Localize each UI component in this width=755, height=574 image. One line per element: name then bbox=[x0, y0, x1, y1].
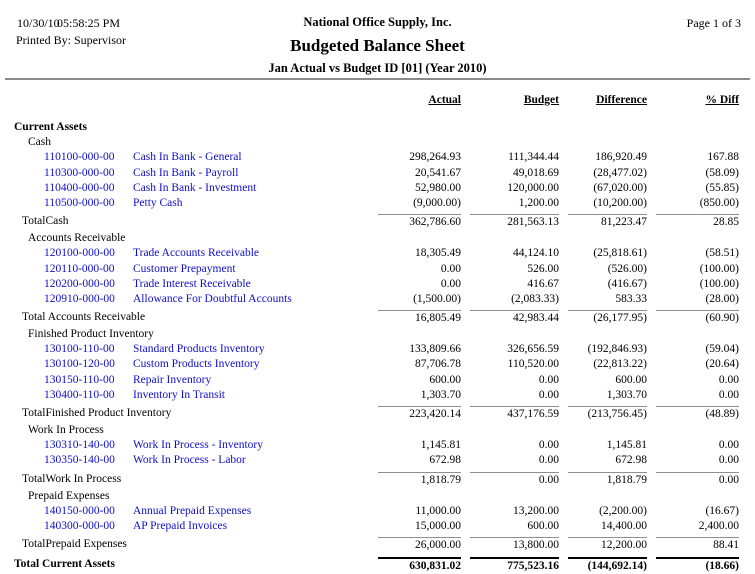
subsection-row bbox=[0, 327, 755, 342]
subsection-row bbox=[0, 423, 755, 438]
amount-cell bbox=[647, 120, 739, 135]
amount-cell: (850.00) bbox=[699, 196, 739, 209]
account-name-link[interactable]: Work In Process - Inventory bbox=[133, 439, 264, 452]
account-number-link[interactable]: 120200-000-00 bbox=[44, 277, 115, 290]
amount-cell: 13,200.00 bbox=[513, 504, 559, 517]
report-subtitle: Jan Actual vs Budget ID [01] (Year 2010) bbox=[268, 61, 487, 75]
amount-cell: 28.85 bbox=[647, 214, 739, 231]
account-number-link[interactable]: 110300-000-00 bbox=[44, 166, 115, 179]
account-name-link[interactable]: Trade Interest Receivable bbox=[133, 277, 251, 290]
amount-cell: 1,145.81 bbox=[606, 439, 647, 452]
amount-cell: 362,786.60 bbox=[369, 214, 461, 231]
amount-cell: 120,000.00 bbox=[507, 181, 559, 194]
account-row bbox=[0, 150, 755, 165]
amount-cell: 326,656.59 bbox=[507, 343, 559, 356]
amount-cell: 49,018.69 bbox=[513, 166, 559, 179]
amount-cell: (1,500.00) bbox=[413, 292, 461, 305]
column-header-difference: Difference bbox=[596, 94, 647, 106]
amount-cell: (16.67) bbox=[705, 504, 739, 517]
row-label: TotalPrepaid Expenses bbox=[22, 538, 127, 551]
account-row bbox=[0, 519, 755, 534]
amount-cell bbox=[559, 135, 647, 150]
section-row bbox=[0, 120, 755, 135]
account-row bbox=[0, 373, 755, 388]
total-row bbox=[0, 214, 755, 231]
account-number-link[interactable]: 130100-110-00 bbox=[44, 343, 115, 356]
account-name-link[interactable]: Standard Products Inventory bbox=[133, 343, 265, 356]
amount-cell bbox=[647, 231, 739, 246]
amount-cell: 15,000.00 bbox=[415, 519, 461, 532]
row-label bbox=[0, 342, 369, 357]
account-row bbox=[0, 438, 755, 453]
amount-cell bbox=[559, 231, 647, 246]
account-row bbox=[0, 342, 755, 357]
account-row bbox=[0, 181, 755, 196]
amount-cell: 0.00 bbox=[538, 388, 559, 401]
row-label bbox=[0, 150, 369, 165]
account-row bbox=[0, 357, 755, 372]
amount-cell: (100.00) bbox=[699, 262, 739, 275]
amount-cell: 0.00 bbox=[647, 472, 739, 489]
amount-cell: 1,818.79 bbox=[369, 472, 461, 489]
amount-cell: 14,400.00 bbox=[601, 519, 647, 532]
amount-cell: 0.00 bbox=[440, 262, 461, 275]
row-label bbox=[0, 292, 369, 307]
account-number-link[interactable]: 130150-110-00 bbox=[44, 373, 115, 386]
total-row bbox=[0, 406, 755, 423]
amount-cell: (58.51) bbox=[705, 247, 739, 260]
account-number-link[interactable]: 120910-000-00 bbox=[44, 292, 115, 305]
row-label: Finished Product Inventory bbox=[28, 328, 154, 341]
amount-cell: 600.00 bbox=[527, 519, 559, 532]
account-row bbox=[0, 292, 755, 307]
report-title: Budgeted Balance Sheet bbox=[290, 36, 465, 55]
company-name: National Office Supply, Inc. bbox=[303, 15, 452, 29]
row-label: TotalCash bbox=[22, 215, 69, 228]
subsection-row bbox=[0, 489, 755, 504]
amount-cell bbox=[461, 231, 559, 246]
account-name-link[interactable]: Customer Prepayment bbox=[133, 262, 236, 275]
account-number-link[interactable]: 110500-000-00 bbox=[44, 196, 115, 209]
row-label: Current Assets bbox=[14, 121, 87, 133]
amount-cell: 20,541.67 bbox=[415, 166, 461, 179]
printed-by: Printed By: Supervisor bbox=[16, 33, 126, 47]
amount-cell: 0.00 bbox=[538, 439, 559, 452]
header-divider bbox=[5, 78, 750, 80]
amount-cell: 13,800.00 bbox=[461, 537, 559, 554]
amount-cell bbox=[369, 327, 461, 342]
amount-cell: (22,813.22) bbox=[593, 358, 647, 371]
report-date: 10/30/10 bbox=[17, 16, 60, 30]
subsection-row bbox=[0, 135, 755, 150]
row-label bbox=[0, 262, 369, 277]
amount-cell: 133,809.66 bbox=[409, 343, 461, 356]
amount-cell: 0.00 bbox=[538, 454, 559, 467]
account-row bbox=[0, 196, 755, 211]
amount-cell: 2,400.00 bbox=[698, 519, 739, 532]
row-label bbox=[0, 357, 369, 372]
amount-cell: 1,818.79 bbox=[559, 472, 647, 489]
amount-cell: (55.85) bbox=[705, 181, 739, 194]
amount-cell bbox=[559, 423, 647, 438]
account-number-link[interactable]: 130100-120-00 bbox=[44, 358, 115, 371]
row-label bbox=[0, 181, 369, 196]
account-name-link[interactable]: Repair Inventory bbox=[133, 373, 212, 386]
amount-cell: 281,563.13 bbox=[461, 214, 559, 231]
amount-cell: 526.00 bbox=[527, 262, 559, 275]
amount-cell: 42,983.44 bbox=[461, 310, 559, 327]
amount-cell: (28.00) bbox=[705, 292, 739, 305]
amount-cell bbox=[559, 489, 647, 504]
amount-cell: 0.00 bbox=[718, 373, 739, 386]
amount-cell: (60.90) bbox=[647, 310, 739, 327]
account-name-link[interactable]: Cash In Bank - General bbox=[133, 151, 242, 164]
account-name-link[interactable]: Inventory In Transit bbox=[133, 388, 225, 401]
account-number-link[interactable]: 110400-000-00 bbox=[44, 181, 115, 194]
amount-cell: 11,000.00 bbox=[415, 504, 461, 517]
amount-cell: (26,177.95) bbox=[559, 310, 647, 327]
amount-cell bbox=[647, 135, 739, 150]
report-time: 05:58:25 PM bbox=[57, 16, 121, 30]
amount-cell bbox=[559, 120, 647, 135]
account-name-link[interactable]: Petty Cash bbox=[133, 196, 183, 209]
amount-cell: 167.88 bbox=[707, 151, 739, 164]
amount-cell: 416.67 bbox=[527, 277, 559, 290]
account-name-link[interactable]: Custom Products Inventory bbox=[133, 358, 260, 371]
amount-cell: (48.89) bbox=[647, 406, 739, 423]
amount-cell: (58.09) bbox=[705, 166, 739, 179]
amount-cell: 87,706.78 bbox=[415, 358, 461, 371]
amount-cell: 672.98 bbox=[615, 454, 647, 467]
amount-cell: 583.33 bbox=[615, 292, 647, 305]
amount-cell bbox=[369, 231, 461, 246]
amount-cell bbox=[461, 423, 559, 438]
amount-cell: (59.04) bbox=[705, 343, 739, 356]
amount-cell: (192,846.93) bbox=[587, 343, 647, 356]
amount-cell: (416.67) bbox=[607, 277, 647, 290]
amount-cell: 1,145.81 bbox=[420, 439, 461, 452]
amount-cell: (2,200.00) bbox=[599, 504, 647, 517]
amount-cell bbox=[647, 489, 739, 504]
row-label bbox=[0, 277, 369, 292]
account-number-link[interactable]: 120110-000-00 bbox=[44, 262, 115, 275]
row-label: Total Current Assets bbox=[14, 558, 115, 571]
amount-cell bbox=[461, 135, 559, 150]
label-column-spacer bbox=[0, 94, 369, 106]
amount-cell: 0.00 bbox=[718, 388, 739, 401]
column-header-actual: Actual bbox=[428, 94, 461, 106]
account-number-link[interactable]: 140300-000-00 bbox=[44, 519, 115, 532]
account-number-link[interactable]: 130400-110-00 bbox=[44, 388, 115, 401]
amount-cell: 630,831.02 bbox=[369, 557, 461, 574]
amount-cell: (526.00) bbox=[607, 262, 647, 275]
column-header-budget: Budget bbox=[523, 94, 559, 106]
amount-cell: 1,303.70 bbox=[420, 388, 461, 401]
account-name-link[interactable]: Work In Process - Labor bbox=[133, 454, 246, 467]
row-label: TotalWork In Process bbox=[22, 472, 122, 485]
amount-cell: 44,124.10 bbox=[513, 247, 559, 260]
amount-cell: 0.00 bbox=[718, 454, 739, 467]
account-row bbox=[0, 246, 755, 261]
amount-cell bbox=[369, 135, 461, 150]
amount-cell: 0.00 bbox=[538, 373, 559, 386]
row-label bbox=[0, 166, 369, 181]
total-row bbox=[0, 537, 755, 554]
amount-cell: (28,477.02) bbox=[593, 166, 647, 179]
amount-cell bbox=[369, 489, 461, 504]
amount-cell: (18.66) bbox=[647, 557, 739, 574]
account-name-link[interactable]: Annual Prepaid Expenses bbox=[133, 504, 252, 517]
amount-cell: (213,756.45) bbox=[559, 406, 647, 423]
account-row bbox=[0, 262, 755, 277]
report-rows bbox=[0, 120, 755, 574]
amount-cell: 26,000.00 bbox=[369, 537, 461, 554]
row-label bbox=[0, 196, 369, 211]
amount-cell: 18,305.49 bbox=[415, 247, 461, 260]
amount-cell: 0.00 bbox=[461, 472, 559, 489]
total-row bbox=[0, 310, 755, 327]
page-number: Page 1 of 3 bbox=[686, 16, 741, 30]
amount-cell bbox=[461, 120, 559, 135]
row-label bbox=[0, 453, 369, 468]
amount-cell: 600.00 bbox=[429, 373, 461, 386]
row-label: Total Accounts Receivable bbox=[22, 311, 146, 324]
account-number-link[interactable]: 130310-140-00 bbox=[44, 439, 115, 452]
account-row bbox=[0, 277, 755, 292]
amount-cell: 88.41 bbox=[647, 537, 739, 554]
account-row bbox=[0, 166, 755, 181]
amount-cell: 111,344.44 bbox=[508, 151, 559, 164]
amount-cell: (67,020.00) bbox=[593, 181, 647, 194]
amount-cell bbox=[461, 327, 559, 342]
grandtotal-row bbox=[0, 557, 755, 574]
row-label bbox=[0, 438, 369, 453]
account-name-link[interactable]: Cash In Bank - Payroll bbox=[133, 166, 239, 179]
total-row bbox=[0, 472, 755, 489]
account-row bbox=[0, 504, 755, 519]
account-name-link[interactable]: AP Prepaid Invoices bbox=[133, 519, 228, 532]
column-header-row bbox=[0, 94, 755, 106]
row-label: Accounts Receivable bbox=[28, 232, 126, 245]
row-label bbox=[0, 388, 369, 403]
account-number-link[interactable]: 110100-000-00 bbox=[44, 151, 115, 164]
account-name-link[interactable]: Trade Accounts Receivable bbox=[133, 247, 260, 260]
amount-cell: 16,805.49 bbox=[369, 310, 461, 327]
account-name-link[interactable]: Allowance For Doubtful Accounts bbox=[133, 292, 292, 305]
account-row bbox=[0, 388, 755, 403]
amount-cell: (25,818.61) bbox=[593, 247, 647, 260]
amount-cell: 437,176.59 bbox=[461, 406, 559, 423]
account-name-link[interactable]: Cash In Bank - Investment bbox=[133, 181, 257, 194]
amount-cell: 1,200.00 bbox=[518, 196, 559, 209]
amount-cell: 0.00 bbox=[440, 277, 461, 290]
account-number-link[interactable]: 140150-000-00 bbox=[44, 504, 115, 517]
row-label: Cash bbox=[28, 136, 51, 149]
amount-cell: 81,223.47 bbox=[559, 214, 647, 231]
row-label: Work In Process bbox=[28, 424, 104, 436]
column-header-pctdiff: % Diff bbox=[705, 94, 739, 106]
amount-cell: 0.00 bbox=[718, 439, 739, 452]
amount-cell: 298,264.93 bbox=[409, 151, 461, 164]
amount-cell bbox=[369, 423, 461, 438]
row-label bbox=[0, 504, 369, 519]
amount-cell bbox=[647, 327, 739, 342]
amount-cell: (9,000.00) bbox=[413, 196, 461, 209]
row-label bbox=[0, 373, 369, 388]
amount-cell: 672.98 bbox=[429, 454, 461, 467]
amount-cell bbox=[369, 120, 461, 135]
row-label: TotalFinished Product Inventory bbox=[22, 407, 172, 419]
amount-cell: 223,420.14 bbox=[369, 406, 461, 423]
amount-cell bbox=[461, 489, 559, 504]
account-row bbox=[0, 453, 755, 468]
row-label bbox=[0, 519, 369, 534]
amount-cell: (100.00) bbox=[699, 277, 739, 290]
amount-cell: 600.00 bbox=[615, 373, 647, 386]
amount-cell: 52,980.00 bbox=[415, 181, 461, 194]
account-number-link[interactable]: 120100-000-00 bbox=[44, 247, 115, 260]
subsection-row bbox=[0, 231, 755, 246]
row-label bbox=[0, 246, 369, 261]
amount-cell: (20.64) bbox=[705, 358, 739, 371]
account-number-link[interactable]: 130350-140-00 bbox=[44, 454, 115, 467]
amount-cell: (144,692.14) bbox=[559, 557, 647, 574]
row-label: Prepaid Expenses bbox=[28, 489, 110, 502]
amount-cell: 1,303.70 bbox=[606, 388, 647, 401]
amount-cell: (2,083.33) bbox=[511, 292, 559, 305]
amount-cell: (10,200.00) bbox=[593, 196, 647, 209]
amount-cell bbox=[647, 423, 739, 438]
amount-cell: 110,520.00 bbox=[507, 358, 559, 371]
amount-cell: 186,920.49 bbox=[595, 151, 647, 164]
amount-cell bbox=[559, 327, 647, 342]
amount-cell: 775,523.16 bbox=[461, 557, 559, 574]
amount-cell: 12,200.00 bbox=[559, 537, 647, 554]
